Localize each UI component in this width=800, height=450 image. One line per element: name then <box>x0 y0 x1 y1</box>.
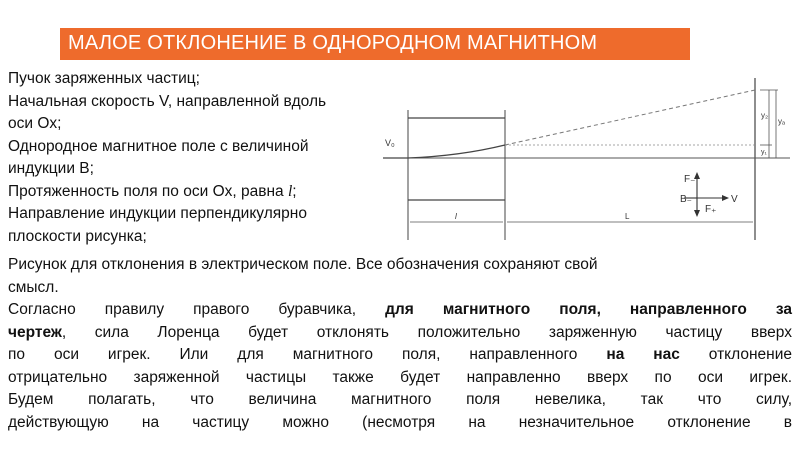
text-run: Согласно правилу правого буравчика, <box>8 301 386 318</box>
condition-line: индукции B; <box>8 160 94 177</box>
condition-line: Однородное магнитное поле с величиной <box>8 137 309 155</box>
ya-label: yₐ <box>778 117 785 126</box>
text-run: по оси игрек. Или для магнитного поля, направленного <box>8 346 607 363</box>
length-symbol: l <box>287 182 293 200</box>
arrowhead-icon <box>694 210 700 217</box>
condition-line: Начальная скорость V, направленной вдоль <box>8 92 327 110</box>
text-run: , сила Лоренца будет отклонять положительно заряженную частицу вверх <box>61 323 792 341</box>
bold-run: на нас <box>606 346 680 363</box>
trajectory-extension <box>505 90 755 145</box>
paragraph-line <box>8 322 792 345</box>
paragraph-line: действующую на частицу можно (несмотря на незначительное отклонение в <box>8 413 792 431</box>
v0-label: V₀ <box>385 138 395 148</box>
condition-line: Пучок заряженных частиц; <box>8 70 200 87</box>
v-label: V <box>731 194 738 205</box>
f-plus-label: F₊ <box>705 204 717 215</box>
paragraph-line: Будем полагать, что величина магнитного поля невелика, так что силу, <box>8 391 792 408</box>
condition-text: Протяженность поля по оси Ox, равна <box>8 182 288 200</box>
bold-run: чертеж <box>8 323 62 341</box>
y2-label: y₂ <box>761 111 769 120</box>
bold-run: для магнитного поля, направленного за <box>385 301 792 318</box>
given-conditions <box>8 68 393 248</box>
paragraph-line <box>8 299 792 322</box>
semicolon: ; <box>292 182 297 200</box>
deflection-diagram <box>378 70 800 245</box>
text-run: отклонение <box>679 346 792 363</box>
paragraph-line <box>8 344 792 367</box>
l-label: l <box>455 212 457 221</box>
condition-line: плоскости рисунка; <box>8 227 147 245</box>
trajectory-in-field <box>383 145 505 158</box>
b-label: B₋ <box>680 194 692 205</box>
explanation-text <box>8 254 792 434</box>
y1-label: y₁ <box>761 149 767 156</box>
paragraph-line: отрицательно заряженной частицы также будет направленно вверх по оси игрек. <box>8 368 792 386</box>
condition-line-length <box>8 181 393 204</box>
title-banner <box>60 28 690 60</box>
condition-line: Направление индукции перпендикулярно <box>8 205 307 222</box>
slide-title: МАЛОЕ ОТКЛОНЕНИЕ В ОДНОРОДНОМ МАГНИТНОМ <box>68 32 598 54</box>
paragraph-line: смысл. <box>8 278 59 296</box>
arrowhead-icon <box>722 195 729 201</box>
paragraph-line: Рисунок для отклонения в электрическом поле. Все обозначения сохраняют свой <box>8 256 598 273</box>
f-minus-label: F₋ <box>684 174 696 185</box>
L-label: L <box>625 212 630 221</box>
condition-line: оси Ox; <box>8 115 62 132</box>
